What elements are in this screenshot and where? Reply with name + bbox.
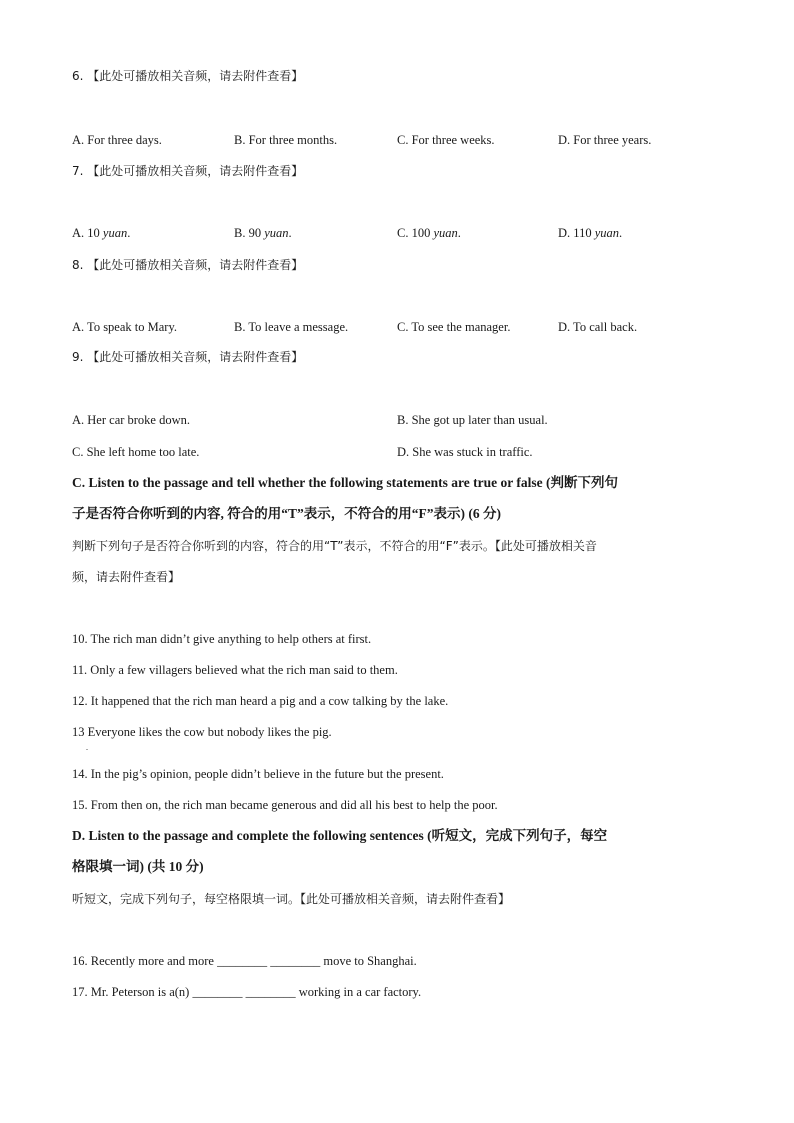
- q7-option-d: D. 110 yuan.: [558, 226, 623, 240]
- q9-option-a: A. Her car broke down.: [72, 413, 191, 427]
- statement-13: 13 Everyone likes the cow but nobody likes the pig.: [72, 725, 332, 739]
- q8-option-a: A. To speak to Mary.: [72, 320, 178, 334]
- sentence-17: 17. Mr. Peterson is a(n) ________ ________ working in a car factory.: [72, 985, 422, 999]
- q7-option-c: C. 100 yuan.: [397, 226, 461, 240]
- q8-option-b: B. To leave a message.: [234, 320, 349, 334]
- section-c-instruction-line2: 频，请去附件查看】: [72, 570, 181, 584]
- q7-option-a: A. 10 yuan.: [72, 226, 131, 240]
- section-d-title-line2: 格限填一词) (共 10 分): [72, 859, 204, 874]
- section-c-title-line1: C. Listen to the passage and tell whether the following statements are true or false (判断下列句: [72, 475, 618, 490]
- section-c-instruction-line1: 判断下列句子是否符合你听到的内容，符合的用“T”表示，不符合的用“F”表示。【此处可播放相关音: [72, 539, 597, 553]
- statement-14: 14. In the pig’s opinion, people didn’t believe in the future but the present.: [72, 767, 444, 781]
- section-d-instruction: 听短文，完成下列句子，每空格限填一词。【此处可播放相关音频，请去附件查看】: [72, 892, 511, 906]
- question-6-head: 6. 【此处可播放相关音频，请去附件查看】: [72, 69, 304, 83]
- section-d-title-line1: D. Listen to the passage and complete the following sentences (听短文，完成下列句子，每空: [72, 828, 608, 843]
- statement-10: 10. The rich man didn’t give anything to help others at first.: [72, 632, 372, 646]
- section-c-title-line2: 子是否符合你听到的内容, 符合的用“T”表示，不符合的用“F”表示) (6 分): [72, 506, 501, 521]
- q8-option-c: C. To see the manager.: [397, 320, 511, 334]
- stray-dot-mark: .: [86, 743, 88, 752]
- question-8-head: 8. 【此处可播放相关音频，请去附件查看】: [72, 258, 304, 272]
- question-7-head: 7. 【此处可播放相关音频，请去附件查看】: [72, 164, 304, 178]
- q6-option-d: D. For three years.: [558, 133, 652, 147]
- question-9-head: 9. 【此处可播放相关音频，请去附件查看】: [72, 350, 304, 364]
- q6-option-a: A. For three days.: [72, 133, 162, 147]
- q7-option-b: B. 90 yuan.: [234, 226, 292, 240]
- statement-11: 11. Only a few villagers believed what the rich man said to them.: [72, 663, 398, 677]
- statement-12: 12. It happened that the rich man heard a pig and a cow talking by the lake.: [72, 694, 449, 708]
- q6-option-c: C. For three weeks.: [397, 133, 495, 147]
- q6-option-b: B. For three months.: [234, 133, 338, 147]
- q8-option-d: D. To call back.: [558, 320, 638, 334]
- q9-option-c: C. She left home too late.: [72, 445, 200, 459]
- q9-option-b: B. She got up later than usual.: [397, 413, 548, 427]
- q9-option-d: D. She was stuck in traffic.: [397, 445, 533, 459]
- sentence-16: 16. Recently more and more ________ ________ move to Shanghai.: [72, 954, 417, 968]
- statement-15: 15. From then on, the rich man became generous and did all his best to help the poor.: [72, 798, 498, 812]
